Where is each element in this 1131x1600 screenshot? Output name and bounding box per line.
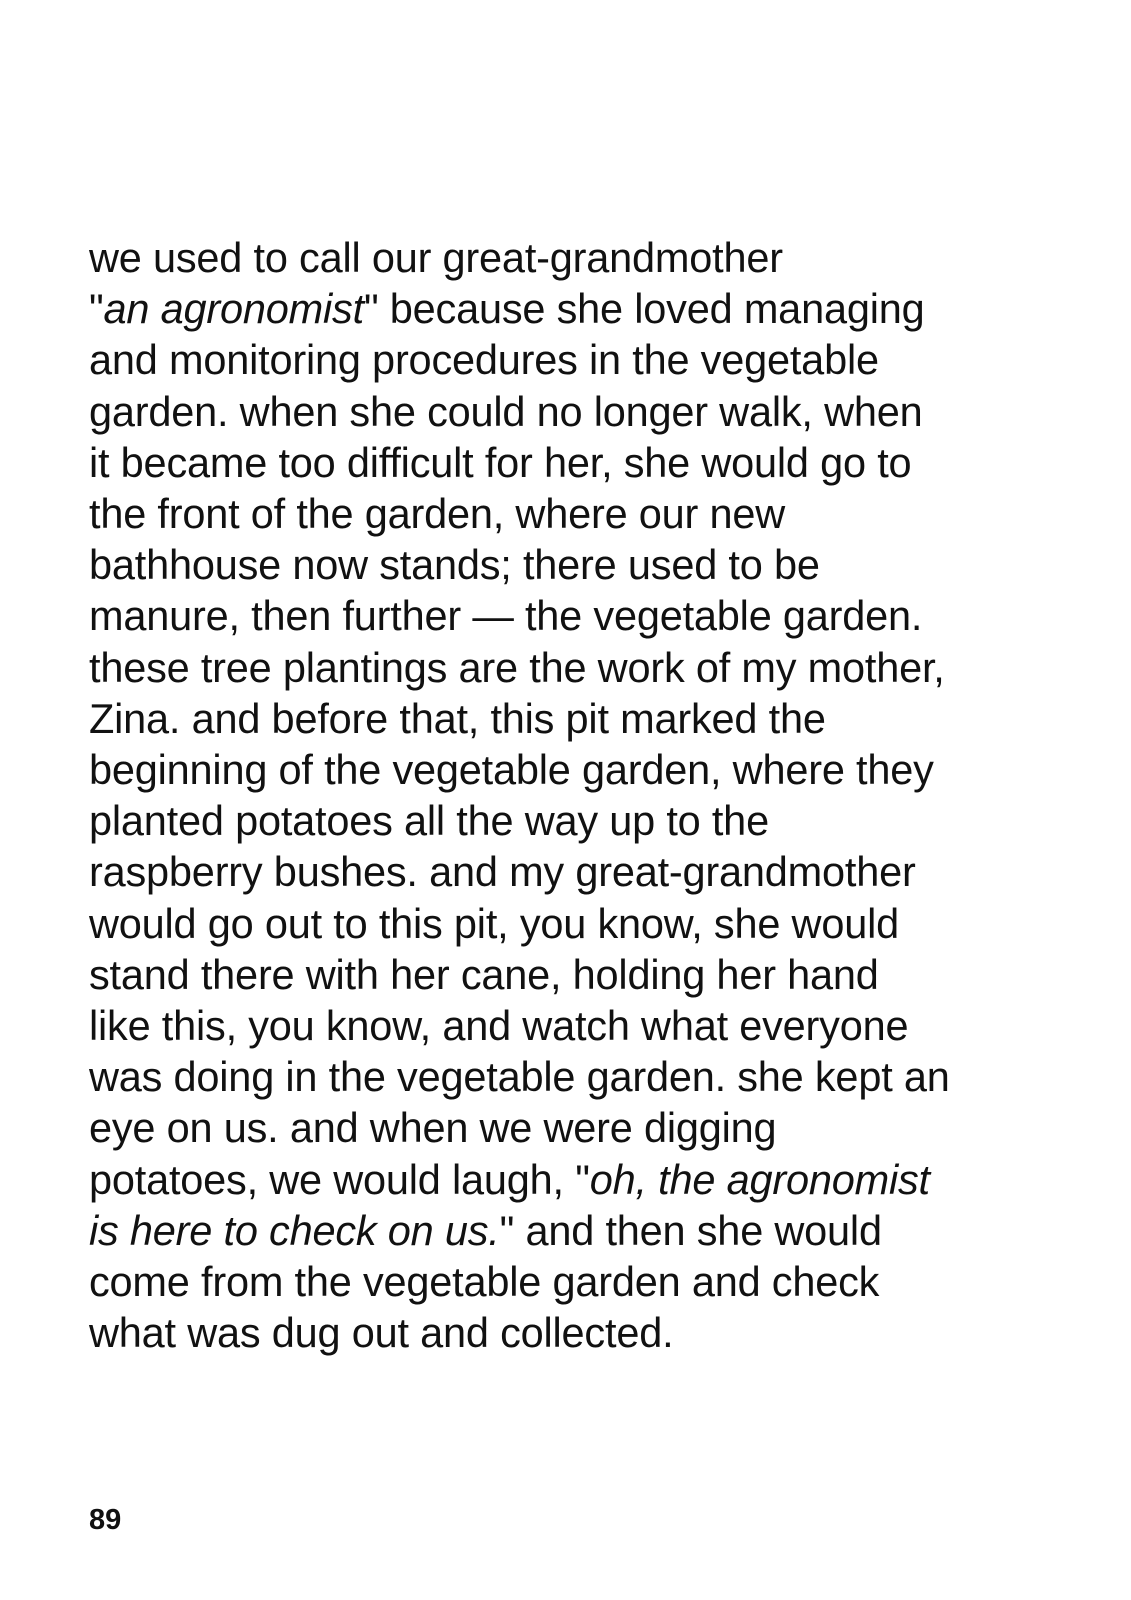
text-line: was doing in the vegetable garden. she kept an [89, 1053, 950, 1101]
text-line: Zina. and before that, this pit marked the [89, 694, 826, 742]
italic-quote: is here to check on us. [89, 1206, 500, 1254]
italic-quote: an agronomist [103, 285, 364, 333]
text-line: potatoes, we would laugh, "oh, the agronomist [89, 1155, 930, 1203]
text-line: come from the vegetable garden and check [89, 1258, 880, 1306]
text-line: bathhouse now stands; there used to be [89, 541, 820, 589]
text-line: manure, then further — the vegetable garden. [89, 592, 923, 640]
italic-quote: oh, the agronomist [589, 1155, 930, 1203]
text-line: garden. when she could no longer walk, when [89, 387, 923, 435]
text-line: planted potatoes all the way up to the [89, 797, 769, 845]
text-line: is here to check on us." and then she would [89, 1206, 882, 1254]
page-number: 89 [89, 1504, 122, 1536]
text-line: the front of the garden, where our new [89, 490, 786, 538]
text-line: like this, you know, and watch what everyone [89, 1002, 909, 1050]
text-line: "an agronomist" because she loved managing [89, 285, 925, 333]
body-text [89, 232, 1089, 1358]
text-line: would go out to this pit, you know, she would [89, 899, 899, 947]
text-line: what was dug out and collected. [89, 1309, 674, 1357]
text-line: beginning of the vegetable garden, where they [89, 746, 934, 794]
text-line: these tree plantings are the work of my mother, [89, 643, 945, 691]
text-line: we used to call our great-grandmother [89, 234, 783, 281]
text-line: eye on us. and when we were digging [89, 1104, 777, 1152]
text-line: stand there with her cane, holding her hand [89, 950, 879, 998]
text-line: raspberry bushes. and my great-grandmother [89, 848, 916, 896]
text-line: it became too difficult for her, she would go to [89, 438, 912, 486]
text-line: and monitoring procedures in the vegetable [89, 336, 879, 384]
